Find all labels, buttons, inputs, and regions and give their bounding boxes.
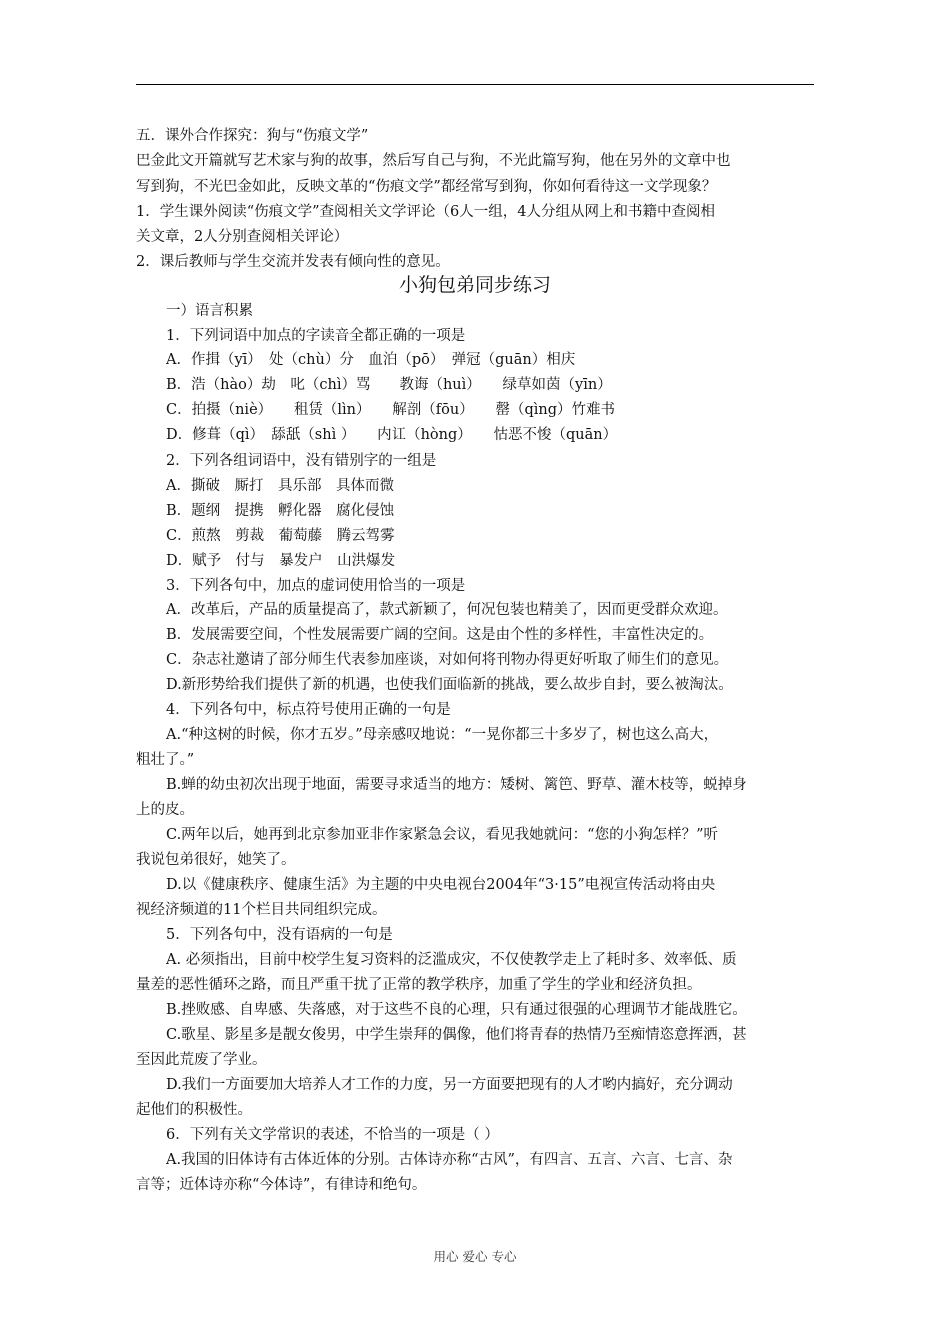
q3-option-d: D.新形势给我们提供了新的机遇，也使我们面临新的挑战，要么故步自封，要么被淘汰。 bbox=[166, 677, 733, 693]
section5-item1-line1: 1．学生课外阅读“伤痕文学”查阅相关文学评论（6人一组，4人分组从网上和书籍中查阅相 bbox=[136, 204, 715, 220]
page-footer: 用心 爱心 专心 bbox=[433, 1249, 517, 1264]
q4-option-c-line2: 我说包弟很好，她笑了。 bbox=[136, 852, 296, 868]
q4-option-d-line2: 视经济频道的11个栏目共同组织完成。 bbox=[136, 902, 387, 918]
q2-option-c: C．煎熬 剪裁 葡萄藤 腾云驾雾 bbox=[166, 528, 395, 544]
q2-option-a: A．撕破 厮打 具乐部 具体而微 bbox=[166, 478, 394, 494]
q1-stem: 1．下列词语中加点的字读音全都正确的一项是 bbox=[166, 328, 466, 344]
q4-option-b-line2: 上的皮。 bbox=[136, 802, 194, 818]
q5-option-d-line2: 起他们的积极性。 bbox=[136, 1102, 252, 1118]
q4-option-d-line1: D.以《健康秩序、健康生活》为主题的中央电视台2004年“3·15”电视宣传活动将由央 bbox=[166, 877, 716, 893]
part1-heading: 一）语言积累 bbox=[166, 303, 253, 319]
q3-option-c: C．杂志社邀请了部分师生代表参加座谈，对如何将刊物办得更好听取了师生们的意见。 bbox=[166, 652, 729, 668]
q3-option-a: A．改革后，产品的质量提高了，款式新颖了，何况包装也精美了，因而更受群众欢迎。 bbox=[166, 602, 728, 618]
q5-option-d-line1: D.我们一方面要加大培养人才工作的力度，另一方面要把现有的人才哟内搞好，充分调动 bbox=[166, 1077, 733, 1093]
q1-option-a: A．作揖（yī） 处（chù）分 血泊（pō） 弹冠（guān）相庆 bbox=[166, 352, 576, 368]
q5-stem: 5．下列各句中，没有语病的一句是 bbox=[166, 927, 393, 943]
q1-option-c: C．拍摄（niè） 租赁（lìn） 解剖（fōu） 罄（qìng）竹难书 bbox=[166, 402, 615, 418]
section5-item1-line2: 关文章，2人分别查阅相关评论） bbox=[136, 229, 349, 245]
q2-option-d: D．赋予 付与 暴发户 山洪爆发 bbox=[166, 553, 396, 569]
section5-heading: 五．课外合作探究：狗与“伤痕文学” bbox=[136, 128, 369, 144]
q1-option-b: B．浩（hào）劫 叱（chì）骂 教诲（huì） 绿草如茵（yīn） bbox=[166, 377, 612, 393]
section5-item2: 2．课后教师与学生交流并发表有倾向性的意见。 bbox=[136, 254, 450, 270]
q3-stem: 3．下列各句中，加点的虚词使用恰当的一项是 bbox=[166, 578, 466, 594]
q5-option-a-line2: 量差的恶性循环之路，而且严重干扰了正常的教学秩序，加重了学生的学业和经济负担。 bbox=[136, 977, 702, 993]
q4-stem: 4．下列各句中，标点符号使用正确的一句是 bbox=[166, 702, 451, 718]
exercise-title: 小狗包弟同步练习 bbox=[398, 274, 551, 296]
q1-option-d: D．修葺（qì） 舔舐（shì ） 内讧（hòng） 怙恶不悛（quān） bbox=[166, 427, 618, 443]
q5-option-b: B.挫败感、自卑感、失落感，对于这些不良的心理，只有通过很强的心理调节才能战胜它。 bbox=[166, 1002, 747, 1018]
q3-option-b: B．发展需要空间，个性发展需要广阔的空间。这是由个性的多样性，丰富性决定的。 bbox=[166, 627, 714, 643]
q6-option-a-line1: A.我国的旧体诗有古体近体的分别。古体诗亦称“古风”，有四言、五言、六言、七言、杂 bbox=[166, 1152, 733, 1168]
q6-option-a-line2: 言等；近体诗亦称“今体诗”，有律诗和绝句。 bbox=[136, 1177, 427, 1193]
q5-option-c-line1: C.歌星、影星多是靓女俊男，中学生崇拜的偶像，他们将青春的热情乃至痴情恣意挥洒，甚 bbox=[166, 1027, 747, 1043]
q2-option-b: B．题纲 提携 孵化器 腐化侵蚀 bbox=[166, 503, 395, 519]
q4-option-a-line2: 粗壮了。” bbox=[136, 752, 195, 768]
q5-option-a-line1: A. 必须指出，目前中校学生复习资料的泛滥成灾，不仅使教学走上了耗时多、效率低、质 bbox=[166, 952, 737, 968]
q5-option-c-line2: 至因此荒废了学业。 bbox=[136, 1052, 267, 1068]
q4-option-a-line1: A.“种这树的时候，你才五岁。”母亲感叹地说：“一晃你都三十多岁了，树也这么高大， bbox=[166, 727, 719, 743]
q2-stem: 2．下列各组词语中，没有错别字的一组是 bbox=[166, 453, 437, 469]
q4-option-c-line1: C.两年以后，她再到北京参加亚非作家紧急会议，看见我她就问：“您的小狗怎样？”听 bbox=[166, 827, 719, 843]
q6-stem: 6．下列有关文学常识的表述，不恰当的一项是（ ） bbox=[166, 1127, 499, 1143]
section5-paragraph-line1: 巴金此文开篇就写艺术家与狗的故事，然后写自己与狗，不光此篇写狗，他在另外的文章中也 bbox=[136, 153, 731, 169]
section5-paragraph-line2: 写到狗，不光巴金如此，反映文革的“伤痕文学”都经常写到狗，你如何看待这一文学现象？ bbox=[136, 179, 717, 195]
header-rule bbox=[136, 84, 814, 85]
q4-option-b-line1: B.蝉的幼虫初次出现于地面，需要寻求适当的地方：矮树、篱笆、野草、灌木枝等，蜕掉身 bbox=[166, 777, 747, 793]
